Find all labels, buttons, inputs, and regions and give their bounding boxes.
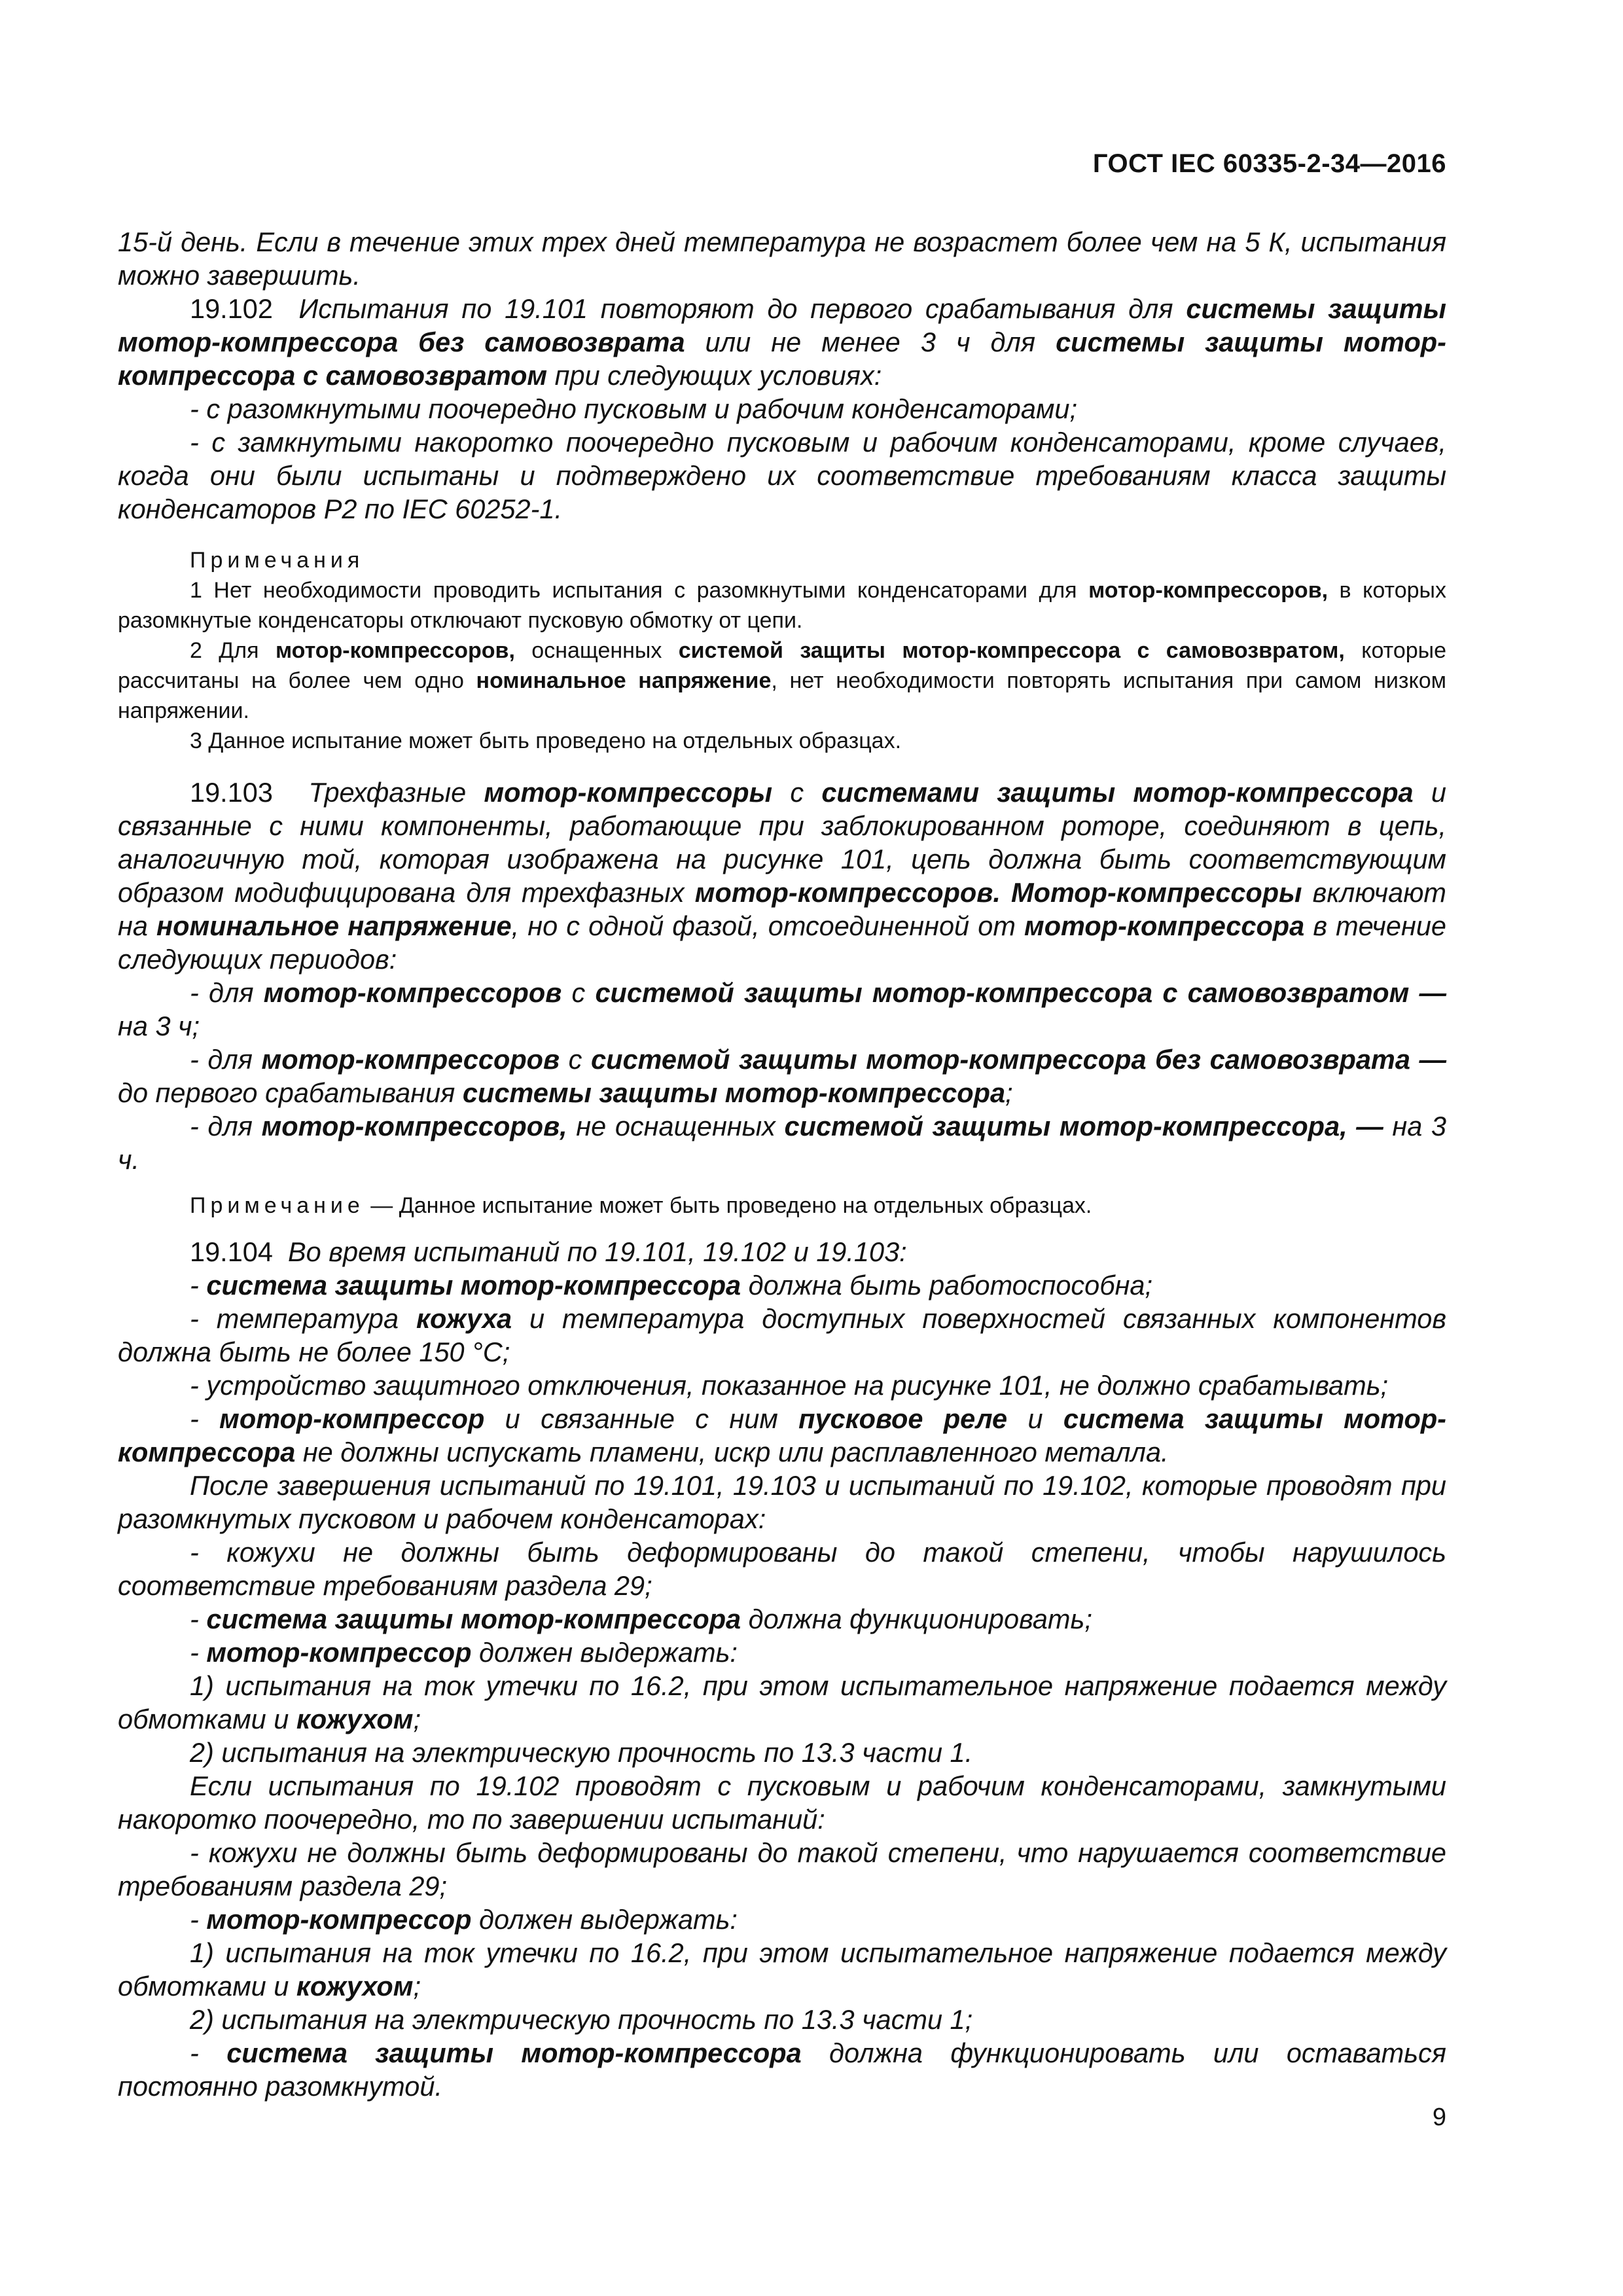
paragraph: 15-й день. Если в течение этих трех дней температура не возрастет более чем на 5 К, испытания можно завершить.	[118, 226, 1446, 291]
term: номинальное напряжение	[156, 910, 512, 941]
list-item	[118, 1936, 1446, 2003]
list-item: - с разомкнутыми поочередно пусковым и рабочим конденсаторами;	[190, 393, 1078, 424]
text: и температура доступных поверхностей связанных компонентов должна быть не более 150 °С;	[118, 1303, 1446, 1367]
term: мотор-компрессор	[206, 1904, 472, 1935]
list-item: - кожухи не должны быть деформированы до такой степени, чтобы нарушилось соответствие требованиям раздела 29;	[118, 1537, 1446, 1601]
text: с	[772, 777, 822, 808]
paragraph: Если испытания по 19.102 проводят с пусковым и рабочим конденсаторами, замкнутыми накоротко поочередно, то по завершении испытаний:	[118, 1770, 1446, 1835]
text: , но с одной фазой, отсоединенной от	[511, 910, 1024, 941]
list-item: - с замкнутыми накоротко поочередно пусковым и рабочим конденсаторами, кроме случаев, когда они были испытаны и подтверждено их соответствие требованиям класса защиты конденсаторов P2 по IEC 60252-1.	[118, 427, 1446, 524]
text: Испытания по 19.101 повторяют до первого срабатывания для	[298, 293, 1186, 324]
list-item	[118, 2036, 1446, 2103]
clause-19-103	[118, 776, 1446, 976]
list-item	[118, 976, 1446, 1043]
text: Трехфазные	[308, 777, 484, 808]
term: системой защиты мотор-компрессора, —	[784, 1111, 1383, 1141]
text: должна функционировать;	[741, 1604, 1092, 1634]
note-heading: Примечание	[190, 1193, 365, 1218]
term: мотор-компрессоров	[263, 977, 562, 1008]
text: на 3 ч.	[118, 1111, 1446, 1175]
text: не должны испускать пламени, искр или расплавленного металла.	[295, 1437, 1169, 1467]
text: - температура	[190, 1303, 416, 1334]
text: ;	[1005, 1077, 1013, 1108]
term: системой защиты мотор-компрессора с самовозвратом,	[678, 638, 1345, 663]
text: -	[190, 1604, 207, 1634]
term: кожухом	[296, 1971, 414, 2001]
term: мотор-компрессоров,	[275, 638, 515, 663]
text: и	[1007, 1403, 1063, 1434]
text: ;	[413, 1704, 421, 1734]
term: система защиты мотор-компрессора	[206, 1270, 741, 1300]
text: на 3 ч;	[118, 1011, 200, 1041]
text: 1) испытания на ток утечки по 16.2, при этом испытательное напряжение подается между обмотками и	[118, 1937, 1446, 2001]
text: не оснащенных	[567, 1111, 785, 1141]
paragraph: После завершения испытаний по 19.101, 19.103 и испытаний по 19.102, которые проводят при разомкнутых пусковом и рабочем конденсаторах:	[118, 1470, 1446, 1534]
term: система защиты мотор-компрессора	[226, 2037, 802, 2068]
notes-label	[118, 545, 1446, 575]
clause-number: 19.103	[190, 777, 273, 808]
note-3: 3 Данное испытание может быть проведено на отдельных образцах.	[190, 728, 902, 753]
text: 1) испытания на ток утечки по 16.2, при этом испытательное напряжение подается между обмотками и	[118, 1670, 1446, 1734]
term: мотор-компрессоров	[261, 1044, 560, 1075]
list-item	[118, 1402, 1446, 1469]
clause-19-102	[118, 292, 1446, 392]
list-item	[118, 1903, 1446, 1936]
list-item: 2) испытания на электрическую прочность по 13.3 части 1.	[190, 1737, 973, 1768]
text: оснащенных	[514, 638, 679, 663]
text: которые рассчитаны на более чем одно	[118, 638, 1446, 693]
note-single	[118, 1191, 1446, 1221]
text: 2 Для	[190, 638, 276, 663]
text: , нет необходимости повторять испытания при самом низком напряжении.	[118, 668, 1446, 723]
term: системами защиты мотор-компрессора	[821, 777, 1414, 808]
term: мотор-компрессоров. Мотор-компрессоры	[694, 877, 1302, 908]
term: мотор-компрессоров,	[261, 1111, 567, 1141]
text: или не менее 3 ч для	[685, 327, 1056, 357]
term: системы защиты мотор-компрессора с самовозвратом	[118, 327, 1446, 391]
page-number: 9	[1432, 2104, 1446, 2131]
text: с	[562, 977, 596, 1008]
text: Во время испытаний по 19.101, 19.102 и 19.103:	[288, 1236, 907, 1267]
notes-heading: Примечания	[190, 548, 365, 573]
term: системы защиты мотор-компрессора	[462, 1077, 1006, 1108]
text: и связанные с ним	[484, 1403, 799, 1434]
term: мотор-компрессор	[219, 1403, 485, 1434]
term: мотор-компрессоров,	[1088, 578, 1329, 603]
term: кожухом	[296, 1704, 414, 1734]
term: системой защиты мотор-компрессора без самовозврата —	[591, 1044, 1446, 1075]
text: -	[190, 1270, 207, 1300]
clause-number: 19.104	[190, 1236, 273, 1267]
text: при следующих условиях:	[547, 360, 882, 391]
term: системой защиты мотор-компрессора с самовозвратом —	[595, 977, 1446, 1008]
note-1	[118, 575, 1446, 636]
list-item	[118, 1109, 1446, 1176]
list-item: - кожухи не должны быть деформированы до такой степени, что нарушается соответствие требованиям раздела 29;	[118, 1837, 1446, 1901]
term: система защиты мотор-компрессора	[206, 1604, 741, 1634]
note-2	[118, 636, 1446, 726]
text: должен выдержать:	[471, 1637, 738, 1668]
list-item	[118, 1268, 1446, 1302]
text: должен выдержать:	[471, 1904, 738, 1935]
text: -	[190, 1637, 207, 1668]
list-item	[118, 1602, 1446, 1636]
text: -	[190, 1904, 207, 1935]
term: номинальное напряжение	[476, 668, 772, 693]
term: мотор-компрессор	[206, 1637, 472, 1668]
term: система защиты мотор-компрессора	[118, 1403, 1446, 1467]
text: в течение следующих периодов:	[118, 910, 1446, 975]
text: включают на	[118, 877, 1447, 941]
list-item: 2) испытания на электрическую прочность по 13.3 части 1;	[190, 2004, 973, 2035]
text: - для	[190, 1111, 262, 1141]
list-item	[118, 1669, 1446, 1736]
list-item: - устройство защитного отключения, показанное на рисунке 101, не должно срабатывать;	[190, 1370, 1389, 1401]
term: мотор-компрессора	[1024, 910, 1305, 941]
text: - для	[190, 1044, 262, 1075]
clause-number: 19.102	[190, 293, 273, 324]
text: -	[190, 1403, 220, 1434]
term: кожуха	[416, 1303, 512, 1334]
text: должна быть работоспособна;	[741, 1270, 1153, 1300]
text: — Данное испытание может быть проведено на отдельных образцах.	[364, 1193, 1092, 1218]
text: должна функционировать или оставаться постоянно разомкнутой.	[118, 2037, 1446, 2102]
clause-19-104	[118, 1235, 1446, 1268]
document-code: ГОСТ IEC 60335-2-34—2016	[1092, 149, 1446, 178]
list-item	[118, 1043, 1446, 1109]
text: до первого срабатывания	[118, 1077, 463, 1108]
text: ;	[413, 1971, 421, 2001]
list-item	[118, 1636, 1446, 1669]
page-body	[118, 225, 1446, 2103]
text: в которых разомкнутые конденсаторы отключают пусковую обмотку от цепи.	[118, 578, 1446, 633]
text: 1 Нет необходимости проводить испытания с разомкнутыми конденсаторами для	[190, 578, 1089, 603]
text: -	[190, 2037, 227, 2068]
text: и связанные с ними компоненты, работающие при заблокированном роторе, соединяют в цепь, аналогичную той, которая изображена на рисунке 101, цепь должна быть соответствующим образом модифицирована для трехфазных	[118, 777, 1446, 908]
term: пусковое реле	[798, 1403, 1008, 1434]
term: системы защиты мотор-компрессора без самовозврата	[118, 293, 1446, 357]
list-item	[118, 1302, 1446, 1369]
text: с	[560, 1044, 592, 1075]
text: - для	[190, 977, 264, 1008]
term: мотор-компрессоры	[484, 777, 773, 808]
